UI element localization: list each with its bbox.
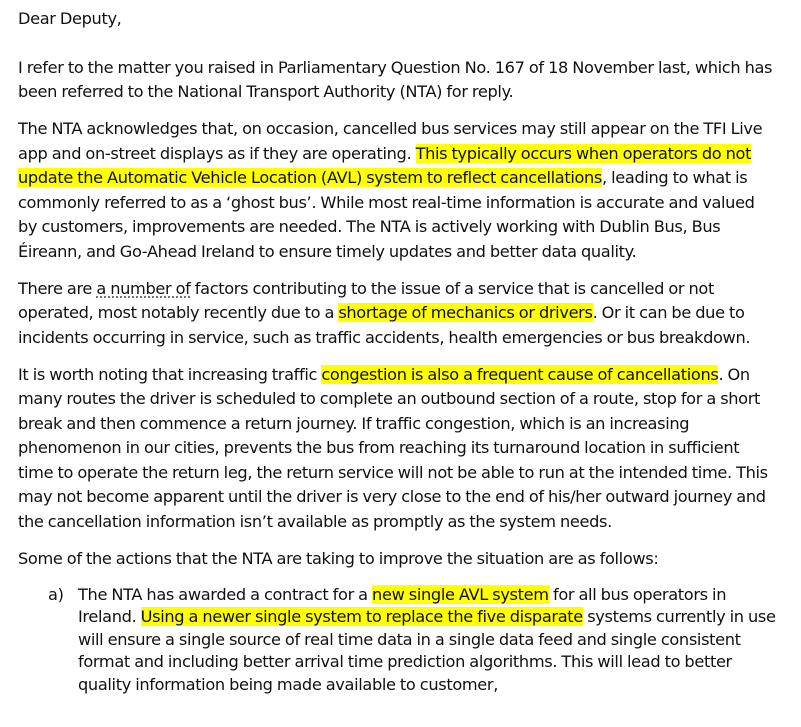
text-run: The NTA has awarded a contract for a [78,584,373,604]
paragraph-ghost-bus [18,117,776,264]
paragraph-reference: I refer to the matter you raised in Parliamentary Question No. 167 of 18 November last, which has been referred to the National Transport Authority (NTA) for reply. [18,57,773,101]
text-run: It is worth noting that increasing traffic [18,364,322,384]
dotted-underline-text: a number of [96,278,191,298]
actions-list [18,584,776,697]
highlighted-text: shortage of mechanics or drivers [338,303,593,322]
text-run: factors contributing to the issue of a service that is cancelled or not operated, most notably recently due to a [18,278,714,322]
text-run: . On many routes the driver is scheduled to complete an outbound section of a route, stop for a short break and then commence a return journey. If traffic congestion, which is an increasing phenomenon in our cities, prevents the bus from reaching its turnaround location in sufficient time to operate the return leg, the return service will not be able to run at the intended time. This may not become apparent until the driver is very close to the end of his/her outward journey and the cancellation information isn’t available as promptly as the system needs. [18,364,768,531]
highlighted-text: new single AVL system [372,584,549,604]
text-run: systems currently in use will ensure a single source of real time data in a single data feed and single consistent format and including better arrival time prediction algorithms. This will lead to better quality information being made available to customer, [78,607,776,694]
letter-body [18,7,776,696]
paragraph-actions-intro: Some of the actions that the NTA are taking to improve the situation are as follows: [18,548,659,568]
highlighted-text: Using a newer single system to replace the five disparate [140,607,583,627]
highlighted-text: This typically occurs when operators do not update the Automatic Vehicle Location (AVL) system to reflect cancellations [18,143,752,187]
list-marker: a) [48,584,64,604]
text-run: . Or it can be due to incidents occurring in service, such as traffic accidents, health emergencies or bus breakdown. [18,303,751,347]
text-run: , leading to what is commonly referred to as a ‘ghost bus’. While most real-time information is accurate and valued by customers, improvements are needed. The NTA is actively working with Dublin Bus, Bus Éireann, and Go-Ahead Ireland to ensure timely updates and better data quality. [18,168,755,261]
text-run: for all bus operators in Ireland. [78,584,727,627]
highlighted-text: congestion is also a frequent cause of cancellations [321,364,719,384]
text-run: There are [18,278,97,298]
text-run: The NTA acknowledges that, on occasion, cancelled bus services may still appear on the TFI Live app and on-street displays as if they are operating. [18,119,763,163]
list-item [18,584,776,697]
paragraph-congestion [18,363,776,535]
paragraph-factors [18,277,776,351]
salutation: Dear Deputy, [18,9,122,28]
